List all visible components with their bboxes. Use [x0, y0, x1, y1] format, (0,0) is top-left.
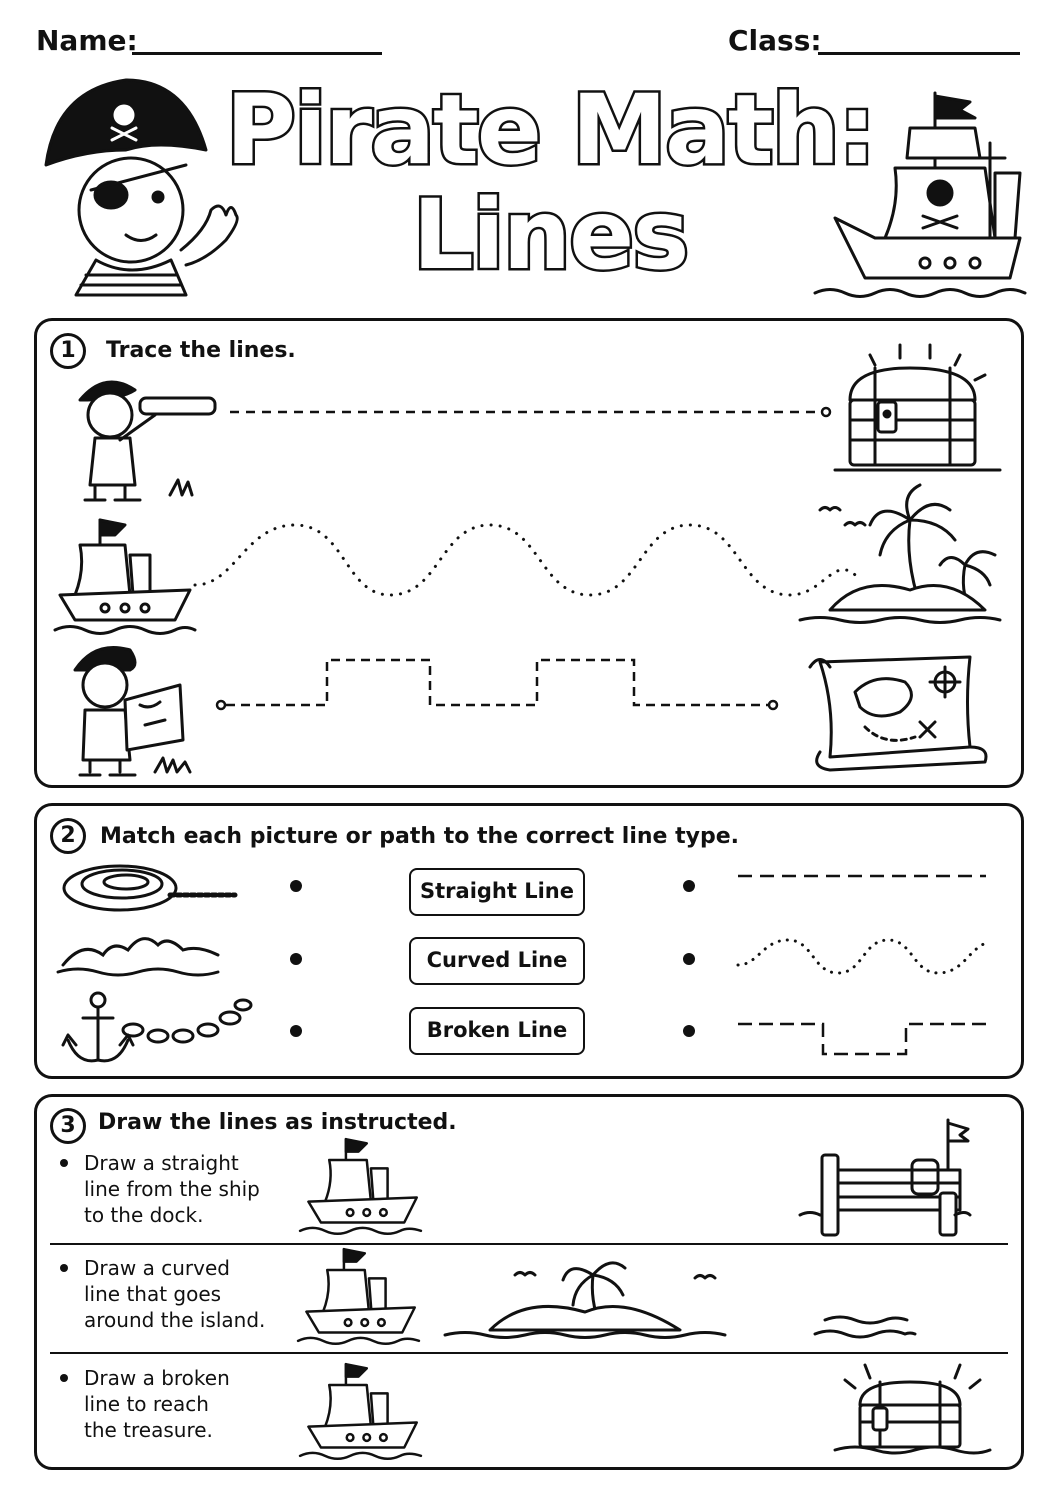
instruction-straight — [84, 1150, 260, 1228]
row-divider — [50, 1352, 1008, 1354]
instruction-curved — [84, 1255, 265, 1333]
name-field[interactable] — [132, 52, 382, 55]
match-right-dot[interactable] — [683, 953, 695, 965]
match-right-dot[interactable] — [683, 880, 695, 892]
name-label: Name: — [36, 24, 138, 57]
treasure-chest-icon — [835, 1360, 990, 1460]
match-right-dot[interactable] — [683, 1025, 695, 1037]
title-line-1: Pirate Math: — [225, 74, 875, 186]
anchor-chain-icon — [58, 990, 253, 1070]
treasure-map-icon — [805, 652, 990, 777]
pirate-with-telescope-icon — [60, 370, 220, 505]
section-1-title: Trace the lines. — [106, 338, 296, 363]
ship-icon — [298, 1360, 423, 1460]
row-divider — [50, 1243, 1008, 1245]
match-left-dot[interactable] — [290, 880, 302, 892]
rope-icon — [60, 860, 240, 916]
ship-icon — [296, 1245, 421, 1345]
class-field[interactable] — [818, 52, 1020, 55]
title-line-2: Lines — [412, 179, 688, 291]
island-icon — [800, 480, 1000, 635]
instruction-line: to the dock. — [84, 1203, 204, 1227]
broken-line-sample — [738, 1014, 988, 1059]
instruction-line: line that goes — [84, 1282, 222, 1306]
instruction-line: around the island. — [84, 1308, 266, 1332]
island-icon — [445, 1250, 725, 1345]
bullet — [60, 1264, 68, 1272]
bullet — [60, 1159, 68, 1167]
straight-trace-line[interactable] — [228, 402, 833, 422]
match-left-dot[interactable] — [290, 1025, 302, 1037]
waves-icon — [58, 930, 223, 978]
curved-line-sample — [738, 935, 988, 980]
label-straight-line: Straight Line — [409, 868, 585, 916]
pirate-ship-icon — [815, 88, 1030, 303]
waves-icon — [815, 1310, 915, 1340]
broken-trace-line[interactable] — [212, 655, 787, 715]
instruction-line: Draw a broken — [84, 1366, 230, 1390]
match-left-dot[interactable] — [290, 953, 302, 965]
class-label: Class: — [728, 24, 822, 57]
instruction-broken — [84, 1365, 230, 1443]
dock-icon — [800, 1115, 970, 1240]
curved-trace-line[interactable] — [195, 520, 860, 610]
bullet — [60, 1374, 68, 1382]
section-1-number: 1 — [50, 333, 86, 369]
instruction-line: line from the ship — [84, 1177, 260, 1201]
ship-icon — [298, 1135, 423, 1235]
section-3-number: 3 — [50, 1108, 86, 1144]
straight-line-sample — [738, 866, 988, 886]
section-2-number: 2 — [50, 818, 86, 854]
label-curved-line: Curved Line — [409, 937, 585, 985]
treasure-chest-icon — [830, 340, 1005, 475]
ship-icon — [55, 515, 200, 635]
pirate-boy-icon — [36, 70, 246, 295]
instruction-line: the treasure. — [84, 1418, 213, 1442]
pirate-with-map-icon — [55, 640, 205, 780]
section-3-title: Draw the lines as instructed. — [98, 1110, 457, 1135]
label-broken-line: Broken Line — [409, 1007, 585, 1055]
instruction-line: Draw a curved — [84, 1256, 230, 1280]
instruction-line: line to reach — [84, 1392, 209, 1416]
section-2-title: Match each picture or path to the correct line type. — [100, 824, 739, 849]
instruction-line: Draw a straight — [84, 1151, 239, 1175]
